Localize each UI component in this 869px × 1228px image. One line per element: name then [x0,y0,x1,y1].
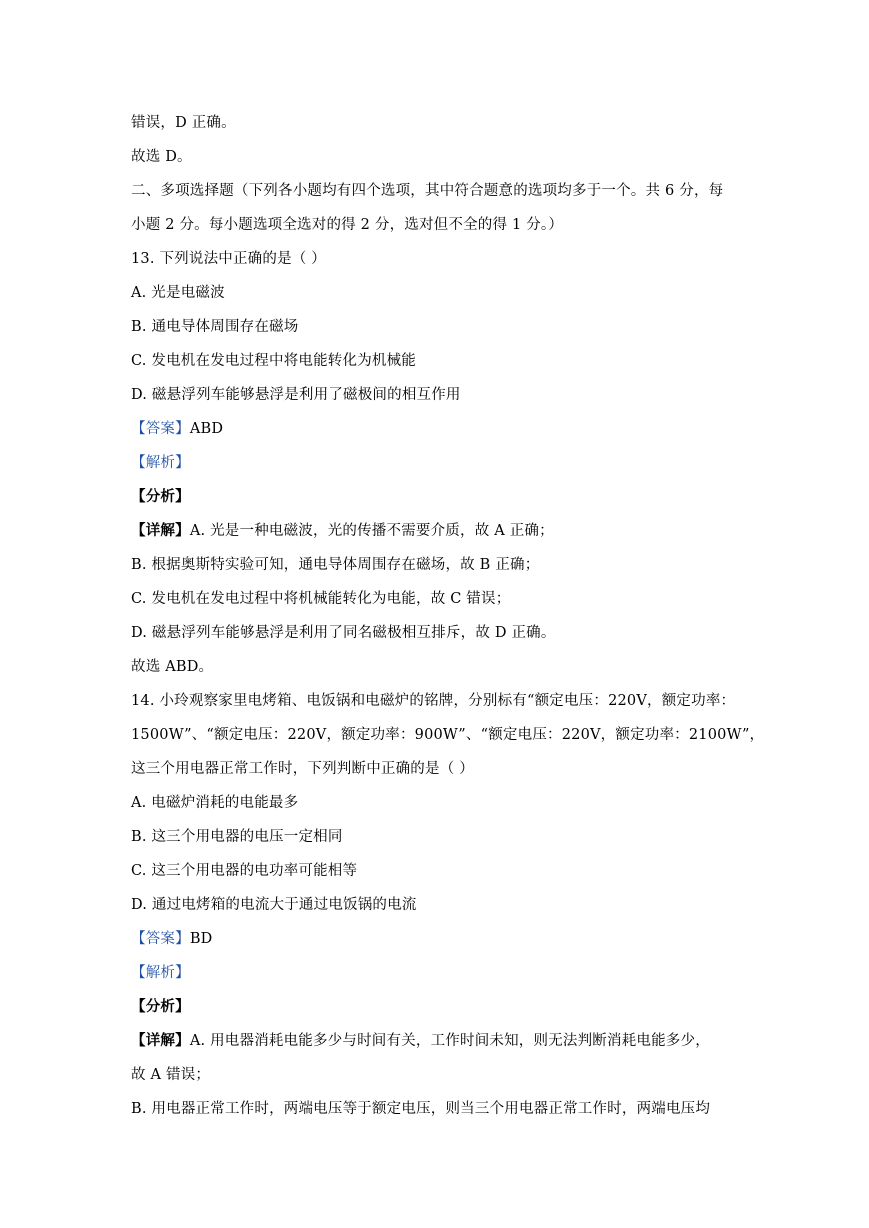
detail-text: A. 用电器消耗电能多少与时间有关，工作时间未知，则无法判断消耗电能多少， [189,1033,710,1049]
q14-option-b: B. 这三个用电器的电压一定相同 [131,829,343,845]
q14-answer-line [131,929,213,949]
question-14-line2: 1500W”、“额定电压：220V，额定功率：900W”、“额定电压：220V，额定功率：2100W”， [131,727,765,743]
q13-option-b: B. 通电导体周围存在磁场 [131,319,299,335]
question-13: 13. 下列说法中正确的是（ ） [131,251,326,267]
q13-option-a: A. 光是电磁波 [131,285,225,301]
q13-select: 故选 ABD。 [131,659,214,675]
text-line: 故选 D。 [131,149,192,165]
q13-option-d: D. 磁悬浮列车能够悬浮是利用了磁极间的相互作用 [131,387,461,403]
detail-tag: 【详解】 [131,1032,190,1049]
fenxi-tag: 【分析】 [131,998,190,1015]
q13-detail-c: C. 发电机在发电过程中将机械能转化为电能，故 C 错误； [131,591,511,607]
q14-option-c: C. 这三个用电器的电功率可能相等 [131,863,358,879]
q13-detail-d: D. 磁悬浮列车能够悬浮是利用了同名磁极相互排斥，故 D 正确。 [131,625,556,641]
answer-tag: 【答案】 [131,421,190,437]
q13-detail-a [131,521,554,541]
answer-tag: 【答案】 [131,931,190,947]
text-line: 错误，D 正确。 [131,115,236,131]
q14-detail-a-cont: 故 A 错误； [131,1067,211,1083]
answer-value: BD [189,931,213,947]
analysis-tag: 【解析】 [131,965,190,981]
answer-value: ABD [189,421,224,437]
q14-detail-a [131,1031,710,1051]
analysis-tag: 【解析】 [131,455,190,471]
q13-answer-line [131,419,223,439]
detail-text: A. 光是一种电磁波，光的传播不需要介质，故 A 正确； [189,523,554,539]
detail-tag: 【详解】 [131,522,190,539]
q14-option-d: D. 通过电烤箱的电流大于通过电饭锅的电流 [131,897,417,913]
q14-detail-b: B. 用电器正常工作时，两端电压等于额定电压，则当三个用电器正常工作时，两端电压均 [131,1101,711,1117]
q14-option-a: A. 电磁炉消耗的电能最多 [131,795,299,811]
section-heading-cont: 小题 2 分。每小题选项全选对的得 2 分，选对但不全的得 1 分。） [131,217,564,233]
question-14-line3: 这三个用电器正常工作时，下列判断中正确的是（ ） [131,761,474,777]
fenxi-tag: 【分析】 [131,488,190,505]
section-heading: 二、多项选择题（下列各小题均有四个选项，其中符合题意的选项均多于一个。共 6 分，每 [131,183,724,199]
q13-option-c: C. 发电机在发电过程中将电能转化为机械能 [131,353,416,369]
question-14-line1: 14. 小玲观察家里电烤箱、电饭锅和电磁炉的铭牌，分别标有“额定电压：220V，额定功率： [131,693,736,709]
q13-detail-b: B. 根据奥斯特实验可知，通电导体周围存在磁场，故 B 正确； [131,557,540,573]
